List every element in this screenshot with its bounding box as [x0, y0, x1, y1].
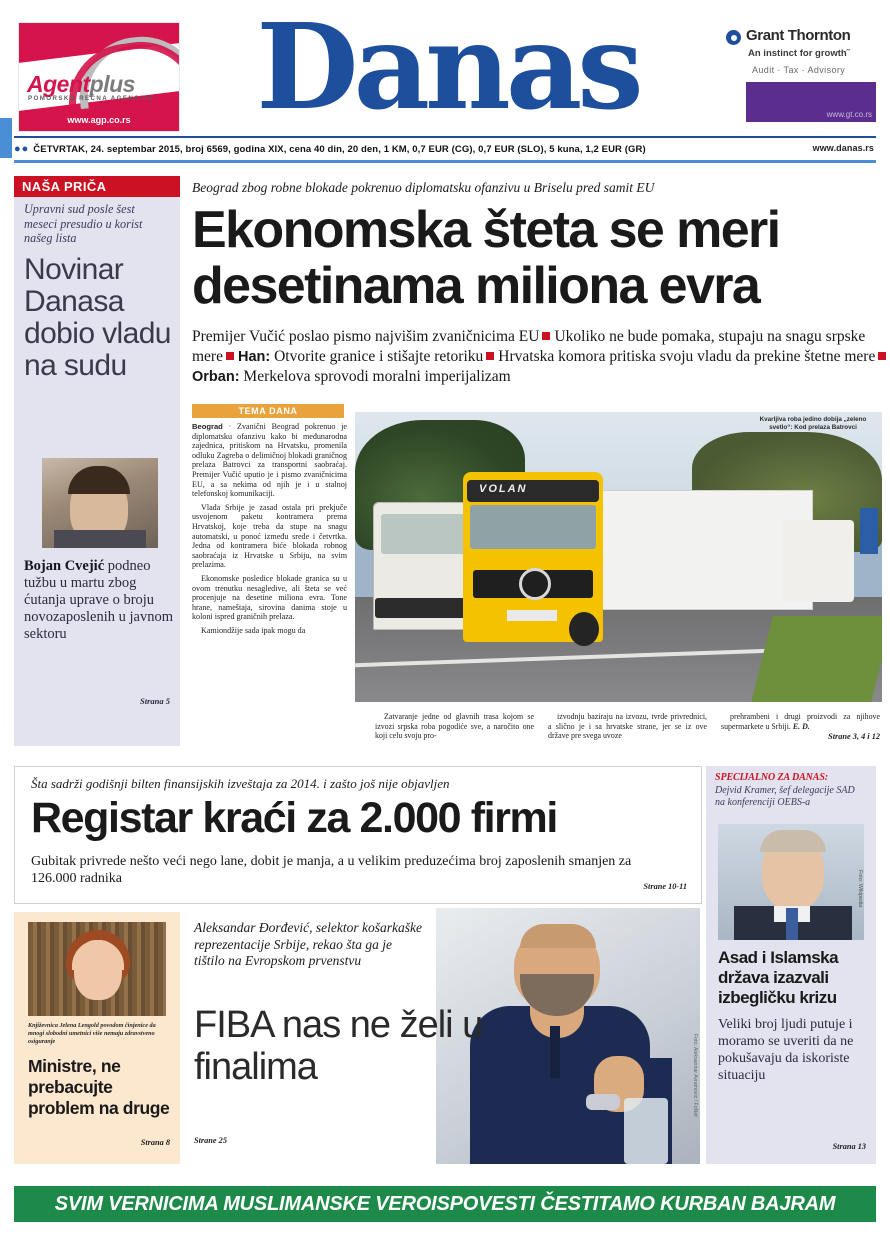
lead-sub-4: Hrvatska komora pritiska svoju vladu da prekine štetne mere — [498, 347, 876, 365]
photo-hair-shape — [760, 830, 826, 852]
agent-plus-name-part2: plus — [89, 71, 135, 97]
ministre-photo — [28, 922, 166, 1016]
specijalno-headline[interactable]: Asad i Islamska država izazvali izbegličku krizu — [718, 948, 839, 1007]
masthead — [0, 0, 890, 136]
photo-truck-wheel — [569, 612, 599, 646]
lead-sub-2: Ukoliko ne bude pomaka, stupaju na snagu srpske mere — [192, 328, 866, 365]
ministre-headline[interactable]: Ministre, ne prebacujte problem na druge — [28, 1056, 170, 1118]
bottom-banner-text: SVIM VERNICIMA MUSLIMANSKE VEROISPOVESTI ČESTITAMO KURBAN BAJRAM — [54, 1192, 836, 1215]
photo-grass-verge — [751, 616, 882, 702]
bullet-square-icon — [486, 352, 494, 360]
photo-truck-visor — [467, 480, 599, 502]
grant-thornton-purple-box — [746, 82, 876, 122]
photo-trailer — [573, 490, 813, 610]
registar-kicker: Šta sadrži godišnji bilten finansijskih izveštaja za 2014. i zašto još nije objavljen — [31, 776, 450, 791]
lead-sub-5-label: Orban: — [192, 369, 240, 385]
photo-truck-brand: VOLAN — [479, 483, 528, 495]
lead-story-kicker: Beograd zbog robne blokade pokrenuo diplomatsku ofanzivu u Briselu pred samit EU — [192, 180, 655, 195]
specijalno-photo-credit: Foto: Wikipedia — [857, 870, 863, 908]
bottom-banner — [14, 1186, 876, 1222]
nasa-prica-lead-rest: podneo tužbu u martu zbog ćutanja uprave o broju novozaposlenih u javnom sektoru — [24, 558, 174, 642]
mercedes-star-icon — [519, 568, 551, 600]
tema-paragraph-2: Vlada Srbije je zasad ostala pri prekjuče usvojenom paketu kontramera prema Hrvatskoj, koje treba da stupe na snagu automatski, u ponoć između srede i četvrtka. Jedna od kontramera biće blokada robnog saobraćaja iz Hrvatske u Srbiju, na svim prelazima. — [192, 502, 347, 570]
registar-page-ref[interactable]: Strane 10-11 — [643, 882, 687, 891]
agent-plus-name-part1: Agent — [27, 71, 90, 97]
blue-edge-tab — [0, 118, 12, 158]
fiba-page-ref[interactable]: Strane 25 — [194, 1136, 227, 1145]
lead-sub-3: Otvorite granice i stišajte retoriku — [270, 347, 484, 365]
specijalno-photo — [718, 824, 864, 940]
continuation-column-2 — [548, 712, 707, 756]
photo-truck-plate — [507, 610, 557, 621]
dateline-text: ČETVRTAK, 24. septembar 2015, broj 6569, godina XIX, cena 40 din, 20 den, 1 KM, 0,7 EUR (CG), 0,7 EUR (SLO), 5 kuna, 1,2 EUR (GR) — [33, 143, 646, 155]
tema-dana-body — [192, 422, 347, 712]
photo-truck-windshield — [470, 505, 596, 549]
photo-shirt-shape — [54, 530, 146, 548]
fiba-headline[interactable]: FIBA nas ne želi u finalima — [194, 1004, 483, 1088]
photo-brow-shape — [520, 924, 596, 948]
photo-hair-shape — [68, 466, 130, 494]
tema-dana-badge: TEMA DANA — [192, 404, 344, 418]
specijalno-page-ref[interactable]: Strana 13 — [832, 1142, 866, 1151]
lead-story-page-ref[interactable]: Strane 3, 4 i 12 — [828, 732, 880, 742]
nasa-prica-kicker: Upravni sud posle šest meseci presudio u korist našeg lista — [24, 202, 143, 245]
lead-sub-5: Merkelova sprovodi moralni imperijalizam — [239, 368, 511, 385]
bullet-square-icon — [226, 352, 234, 360]
lead-story-headline[interactable] — [192, 202, 890, 314]
grant-thornton-logo[interactable] — [726, 24, 876, 130]
lead-sub-3-label: Han: — [237, 348, 271, 365]
lead-photo-caption: Kvarljiva roba jedino dobija „zeleno svetlo“: Kod prelaza Batrovci — [759, 416, 867, 432]
ministre-caption: Književnica Jelena Lengold povodom činjenice da mnogi slobodni umetnici više nemaju zdravstveno osiguranje — [28, 1022, 156, 1046]
photo-water-glass — [624, 1098, 668, 1164]
specijalno-section[interactable] — [706, 766, 876, 1164]
lead-story-signature: E. D. — [792, 721, 810, 731]
photo-shirt-placket — [550, 1026, 560, 1078]
bullet-square-icon — [542, 332, 550, 340]
tema-paragraph-3: Ekonomske posledice blokade granica su u ovom trenutku nesagledive, ali šteta se već procenjuje na desetine miliona evra. Tone hrane, nameštaja, sirovina danima stoje u koloni ispred graničnih prelaza. — [192, 573, 347, 622]
nasa-prica-headline[interactable]: Novinar Danasa dobio vladu na sudu — [24, 253, 171, 382]
fiba-photo-credit: Foto: Aleksandar Avramović / FoNet — [692, 1034, 698, 1117]
registar-headline[interactable]: Registar kraći za 2.000 firmi — [31, 794, 557, 842]
continuation-column-1 — [375, 712, 534, 756]
dateline-rule-bottom — [14, 160, 876, 163]
lead-headline-line-1: Ekonomska šteta se meri — [192, 201, 780, 259]
fiba-kicker: Aleksandar Đorđević, selektor košarkaške reprezentacije Srbije, rekao šta ga je tištilo na Evropskom prvenstvu — [194, 920, 422, 968]
fiba-section[interactable] — [186, 908, 700, 1164]
tema-paragraph-1-text: · Zvanični Beograd pokrenuo je diplomatsku ofanzivu kako bi međunarodna zajednica, pritiskom na Hrvatsku, promenila odluku Zagreba o delimičnoj blokadi graničnog prelaza Batrovci za transportni saobraćaj. Premijer Vučić uputio je i pismo zvaničnicima EU, a sa nekima od njih je i u stalnoj telefonskoj komunikaciji. — [192, 422, 347, 499]
lead-sub-1: Premijer Vučić poslao pismo najvišim zvaničnicima EU — [192, 328, 540, 345]
grant-thornton-name: Grant Thornton — [746, 27, 851, 44]
nasa-prica-section[interactable] — [14, 176, 180, 746]
continuation-column-3 — [721, 712, 880, 756]
nasa-prica-lead — [24, 558, 174, 643]
photo-yellow-truck — [463, 472, 603, 642]
ministre-page-ref[interactable]: Strana 8 — [140, 1138, 170, 1147]
dateline-dots-icon: ●● — [14, 143, 30, 155]
grant-thornton-mark-icon — [726, 30, 741, 45]
specijalno-header: SPECIJALNO ZA DANAS: — [715, 772, 829, 783]
agent-plus-logo[interactable] — [18, 22, 180, 132]
nasa-prica-page-ref[interactable]: Strana 5 — [140, 696, 170, 706]
grant-thornton-tagline: An instinct for growth˝ — [748, 48, 850, 59]
nasa-prica-header: NAŠA PRIČA — [14, 176, 180, 197]
agent-plus-name — [27, 71, 177, 98]
continuation-text-1: Zatvaranje jedne od glavnih trasa kojom se izvozi srpska roba pogodiće sve, a naročito one koji celu svoju pro- — [375, 712, 534, 741]
registar-subhead: Gubitak privrede nešto veći nego lane, dobit je manja, a u velikim preduzećima broj zaposlenih smanjen za 126.000 radnika — [31, 854, 632, 886]
continuation-text-3-body: prehrambeni i drugi proizvodi za njihove supermarkete u Srbiji. — [721, 712, 880, 731]
grant-thornton-url[interactable]: www.gt.co.rs — [826, 110, 872, 119]
nasa-prica-photo — [42, 458, 158, 548]
photo-tie-shape — [786, 908, 798, 940]
danas-wordmark: Danas — [256, 0, 639, 136]
nasa-prica-person-name: Bojan Cvejić — [24, 558, 105, 574]
tema-paragraph-1 — [192, 422, 347, 499]
ministre-section[interactable] — [14, 912, 180, 1164]
agent-plus-url[interactable]: www.agp.co.rs — [67, 115, 131, 125]
lead-headline-line-2: desetinama miliona evra — [192, 257, 760, 315]
lead-story-photo — [355, 412, 882, 702]
bullet-square-icon — [878, 352, 886, 360]
specijalno-lead: Veliki broj ljudi putuje i moramo se uveriti da ne pokušavaju da iskoriste situaciju — [718, 1017, 854, 1083]
lead-story-continuation — [375, 712, 882, 756]
photo-road-sign — [860, 508, 878, 554]
photo-watch-shape — [586, 1094, 620, 1110]
photo-distant-truck — [782, 520, 854, 602]
lead-story-subhead — [192, 327, 890, 388]
dateline-rule-top — [14, 136, 876, 138]
dateline — [14, 139, 876, 159]
registar-section[interactable] — [14, 766, 702, 904]
tema-dateline-city: Beograd — [192, 422, 223, 431]
specijalno-kicker: Dejvid Kramer, šef delegacije SAD na konferenciji OEBS-a — [715, 785, 855, 808]
continuation-text-3 — [721, 712, 880, 731]
continuation-text-2: izvodnju baziraju na izvozu, tvrde privrednici, a slično je i sa hrvatske strane, jer se iz ove države pre svega uvoze — [548, 712, 707, 741]
agent-plus-subtitle: POMORSKO REČNA AGENCIJA — [28, 95, 154, 102]
tema-paragraph-4: Kamiondžije sada ipak mogu da — [201, 625, 306, 635]
dateline-website[interactable]: www.danas.rs — [812, 143, 874, 153]
grant-thornton-services: Audit · Tax · Advisory — [752, 65, 846, 75]
